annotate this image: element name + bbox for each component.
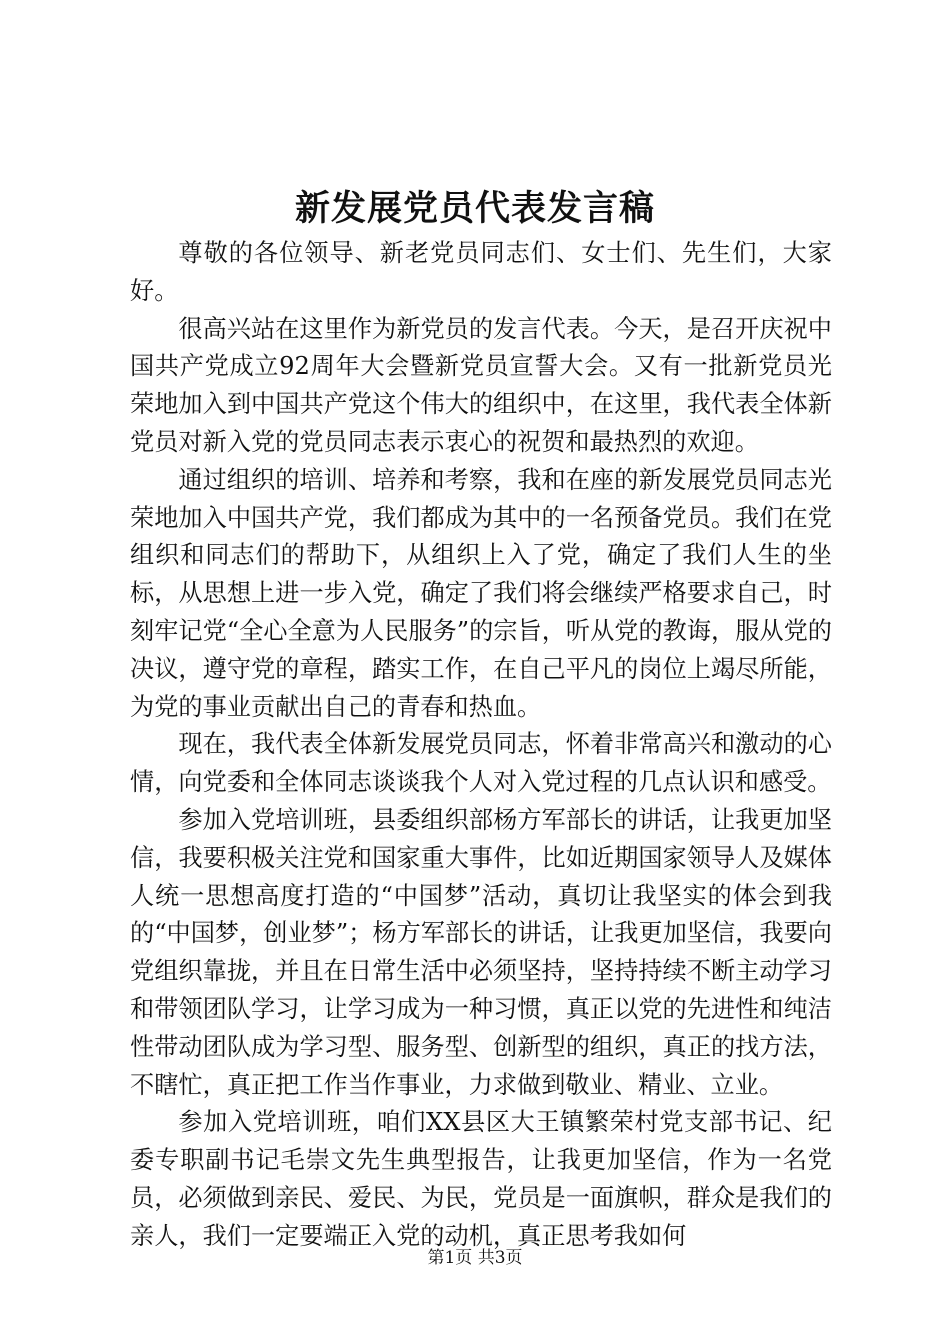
paragraph-greeting: 尊敬的各位领导、新老党员同志们、女士们、先生们，大家好。	[130, 239, 832, 305]
paragraph-report-reflection: 参加入党培训班，咱们XX县区大王镇繁荣村党支部书记、纪委专职副书记毛崇文先生典型报告，让我更加坚信，作为一名党员，必须做到亲民、爱民、为民，党员是一面旗帜，群众是我们的亲人，我们一定要端正入党的动机，真正思考我如何	[130, 1108, 832, 1250]
paragraph-introduction: 很高兴站在这里作为新党员的发言代表。今天，是召开庆祝中国共产党成立92周年大会暨新党员宣誓大会。又有一批新党员光荣地加入到中国共产党这个伟大的组织中，在这里，我代表全体新党员对新入党的党员同志表示衷心的祝贺和最热烈的欢迎。	[130, 314, 832, 456]
paragraph-training: 通过组织的培训、培养和考察，我和在座的新发展党员同志光荣地加入中国共产党，我们都成为其中的一名预备党员。我们在党组织和同志们的帮助下，从组织上入了党，确定了我们人生的坐标，从思想上进一步入党，确定了我们将会继续严格要求自己，时刻牢记党“全心全意为人民服务”的宗旨，听从党的教诲，服从党的决议，遵守党的章程，踏实工作，在自己平凡的岗位上竭尽所能，为党的事业贡献出自己的青春和热血。	[130, 465, 832, 721]
document-title: 新发展党员代表发言稿	[294, 188, 655, 229]
document-body	[130, 235, 832, 1256]
paragraph-feelings: 现在，我代表全体新发展党员同志，怀着非常高兴和激动的心情，向党委和全体同志谈谈我个人对入党过程的几点认识和感受。	[130, 730, 832, 797]
paragraph-speech-reflection: 参加入党培训班，县委组织部杨方军部长的讲话，让我更加坚信，我要积极关注党和国家重大事件，比如近期国家领导人及媒体人统一思想高度打造的“中国梦”活动，真切让我坚实的体会到我的“中国梦，创业梦”；杨方军部长的讲话，让我更加坚信，我要向党组织靠拢，并且在日常生活中必须坚持，坚持持续不断主动学习和带领团队学习，让学习成为一种习惯，真正以党的先进性和纯洁性带动团队成为学习型、服务型、创新型的组织，真正的找方法，不瞎忙，真正把工作当作事业，力求做到敬业、精业、立业。	[130, 805, 832, 1099]
page-number-footer: 第1页 共3页	[427, 1248, 523, 1268]
